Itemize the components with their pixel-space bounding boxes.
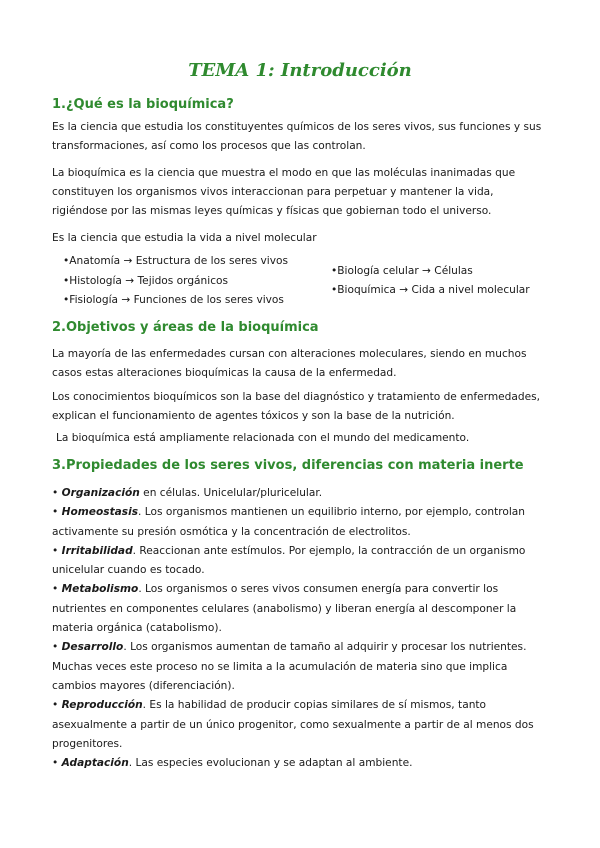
list-item: • Adaptación. Las especies evolucionan y se adaptan al ambiente. [52, 757, 413, 770]
list-item-anatomia: •Anatomía → Estructura de los seres vivos [63, 255, 289, 267]
list-item: • Reproducción. Es la habilidad de producir copias similares de sí mismos, tanto asexualmente a partir de un único progenitor, como sexualmente a partir de al menos dos progenitores. [52, 699, 534, 750]
section-2-paragraph-1: La mayoría de las enfermedades cursan con alteraciones moleculares, siendo en muchos casos estas alteraciones bioquímicas la causa de la enfermedad. [52, 348, 527, 379]
section-1-paragraph-3: Es la ciencia que estudia la vida a nivel molecular [52, 232, 317, 244]
section-3-heading: 3.Propiedades de los seres vivos, diferencias con materia inerte [52, 458, 524, 473]
section-2-heading: 2.Objetivos y áreas de la bioquímica [52, 320, 319, 335]
properties-list [52, 484, 552, 773]
list-item-bioquimica: •Bioquímica → Cida a nivel molecular [331, 284, 530, 296]
list-item-fisiologia: •Fisiología → Funciones de los seres vivos [63, 294, 284, 306]
list-item-histologia: •Histología → Tejidos orgánicos [63, 275, 229, 287]
section-1-heading: 1.¿Qué es la bioquímica? [52, 97, 234, 112]
section-2-paragraph-2: Los conocimientos bioquímicos son la base del diagnóstico y tratamiento de enfermedades, explican el funcionamiento de agentes tóxicos y son la base de la nutrición. [52, 391, 541, 422]
list-item: • Metabolismo. Los organismos o seres vivos consumen energía para convertir los nutrientes en componentes celulares (anabolismo) y liberan energía al descomponer la materia orgánica (catabolismo). [52, 583, 517, 635]
section-2-paragraph-3: La bioquímica está ampliamente relacionada con el mundo del medicamento. [56, 432, 470, 444]
page-title: TEMA 1: Introducción [188, 60, 412, 81]
list-item: • Irritabilidad. Reaccionan ante estímulos. Por ejemplo, la contracción de un organismo unicelular cuando es tocado. [52, 544, 526, 577]
section-1-paragraph-2: La bioquímica es la ciencia que muestra el modo en que las moléculas inanimadas que constituyen los organismos vivos interaccionan para perpetuar y mantener la vida, rigiéndose por las mismas leyes químicas y físicas que gobiernan todo el universo. [52, 167, 516, 217]
list-item-biologia-celular: •Biología celular → Células [331, 265, 473, 277]
section-1-paragraph-1: Es la ciencia que estudia los constituyentes químicos de los seres vivos, sus funciones y sus transformaciones, así como los procesos que las controlan. [52, 121, 542, 152]
list-item: • Organización en células. Unicelular/pluricelular. [52, 487, 323, 499]
list-item: • Homeostasis. Los organismos mantienen un equilibrio interno, por ejemplo, controlan activamente su presión osmótica y la concentración de electrolitos. [52, 506, 525, 538]
list-item: • Desarrollo. Los organismos aumentan de tamaño al adquirir y procesar los nutrientes. Muchas veces este proceso no se limita a la acumulación de materia sino que implica cambios mayores (diferenciación). [52, 641, 527, 692]
